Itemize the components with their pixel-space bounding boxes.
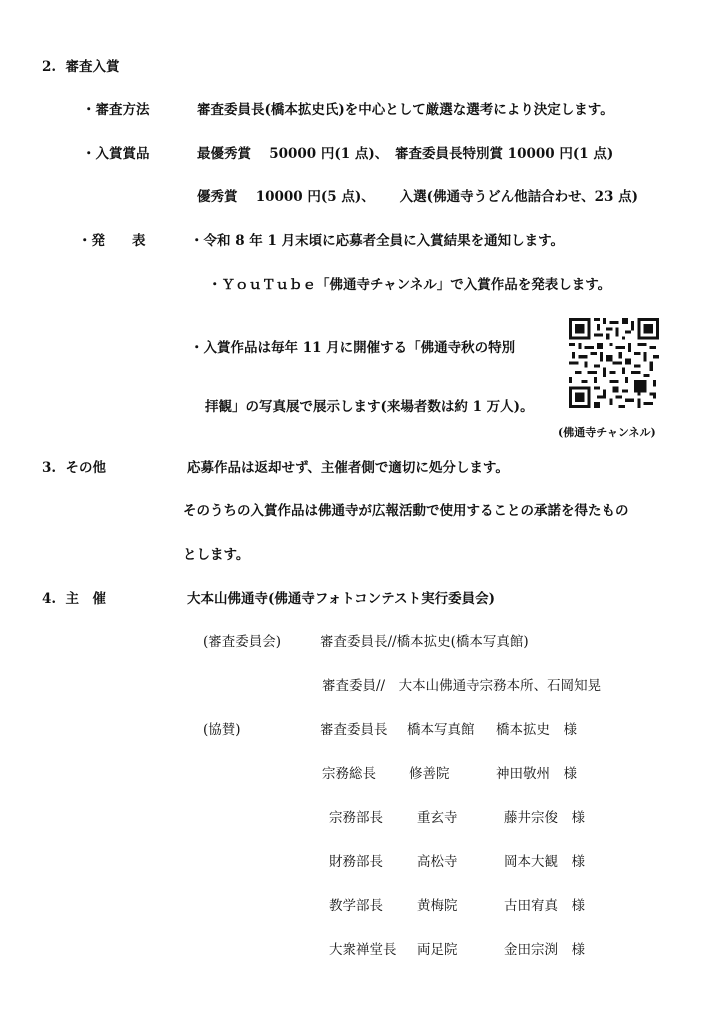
sponsor-place: 橋本写真館 — [407, 722, 475, 738]
sponsor-place: 修善院 — [409, 766, 450, 782]
announcement-line-3: ・入賞作品は毎年 11 月に開催する「佛通寺秋の特別 — [190, 340, 516, 356]
sponsor-place: 重玄寺 — [417, 810, 458, 826]
announcement-line-4: 拝観」の写真展で展示します(来場者数は約 1 万人)。 — [205, 399, 534, 415]
judging-method-text: 審査委員長(橋本拡史氏)を中心として厳選な選考により決定します。 — [197, 102, 614, 118]
committee-label: (審査委員会) — [203, 634, 282, 650]
prize-line-2: 優秀賞 10000 円(5 点)、 入選(佛通寺うどん他詰合わせ、23 点) — [197, 189, 639, 205]
sponsor-name: 古田宥真 様 — [504, 898, 585, 914]
sponsor-place: 黄梅院 — [417, 898, 458, 914]
sponsor-role: 教学部長 — [329, 898, 383, 914]
sponsor-role: 宗務部長 — [329, 810, 383, 826]
section3-heading: 3. その他 — [42, 460, 106, 476]
sponsor-label: (協賛) — [203, 722, 241, 738]
qr-code-image — [569, 318, 659, 408]
committee-line-1: 審査委員長//橋本拡史(橋本写真館) — [320, 634, 529, 650]
sponsor-place: 両足院 — [417, 942, 458, 958]
other-line-3: とします。 — [183, 547, 250, 563]
sponsor-name: 岡本大観 様 — [504, 854, 585, 870]
sponsor-name: 橋本拡史 様 — [496, 722, 577, 738]
sponsor-role: 審査委員長 — [320, 722, 388, 738]
sponsor-name: 金田宗渕 様 — [504, 942, 585, 958]
other-line-1: 応募作品は返却せず、主催者側で適切に処分します。 — [187, 460, 509, 476]
judging-method-label: ・審査方法 — [82, 102, 150, 118]
sponsor-role: 財務部長 — [329, 854, 383, 870]
announcement-line-2: ・ＹｏｕＴｕｂｅ「佛通寺チャンネル」で入賞作品を発表します。 — [208, 277, 612, 293]
committee-line-2: 審査委員// 大本山佛通寺宗務本所、石岡知晃 — [322, 678, 602, 694]
section4-heading: 4. 主 催 — [42, 591, 106, 607]
sponsor-place: 高松寺 — [417, 854, 458, 870]
qr-caption: (佛通寺チャンネル) — [558, 426, 656, 439]
announcement-line-1: ・令和 8 年 1 月末頃に応募者全員に入賞結果を通知します。 — [190, 233, 565, 249]
prize-label: ・入賞賞品 — [82, 146, 150, 162]
sponsor-name: 神田敬州 様 — [496, 766, 577, 782]
sponsor-role: 宗務総長 — [322, 766, 376, 782]
sponsor-role: 大衆禅堂長 — [329, 942, 397, 958]
prize-line-1: 最優秀賞 50000 円(1 点)、 審査委員長特別賞 10000 円(1 点) — [197, 146, 614, 162]
section2-heading: 2. 審査入賞 — [42, 59, 120, 75]
sponsor-name: 藤井宗俊 様 — [504, 810, 585, 826]
organizer: 大本山佛通寺(佛通寺フォトコンテスト実行委員会) — [187, 591, 496, 607]
announcement-label: ・発 表 — [78, 233, 146, 249]
other-line-2: そのうちの入賞作品は佛通寺が広報活動で使用することの承諾を得たもの — [183, 503, 629, 519]
